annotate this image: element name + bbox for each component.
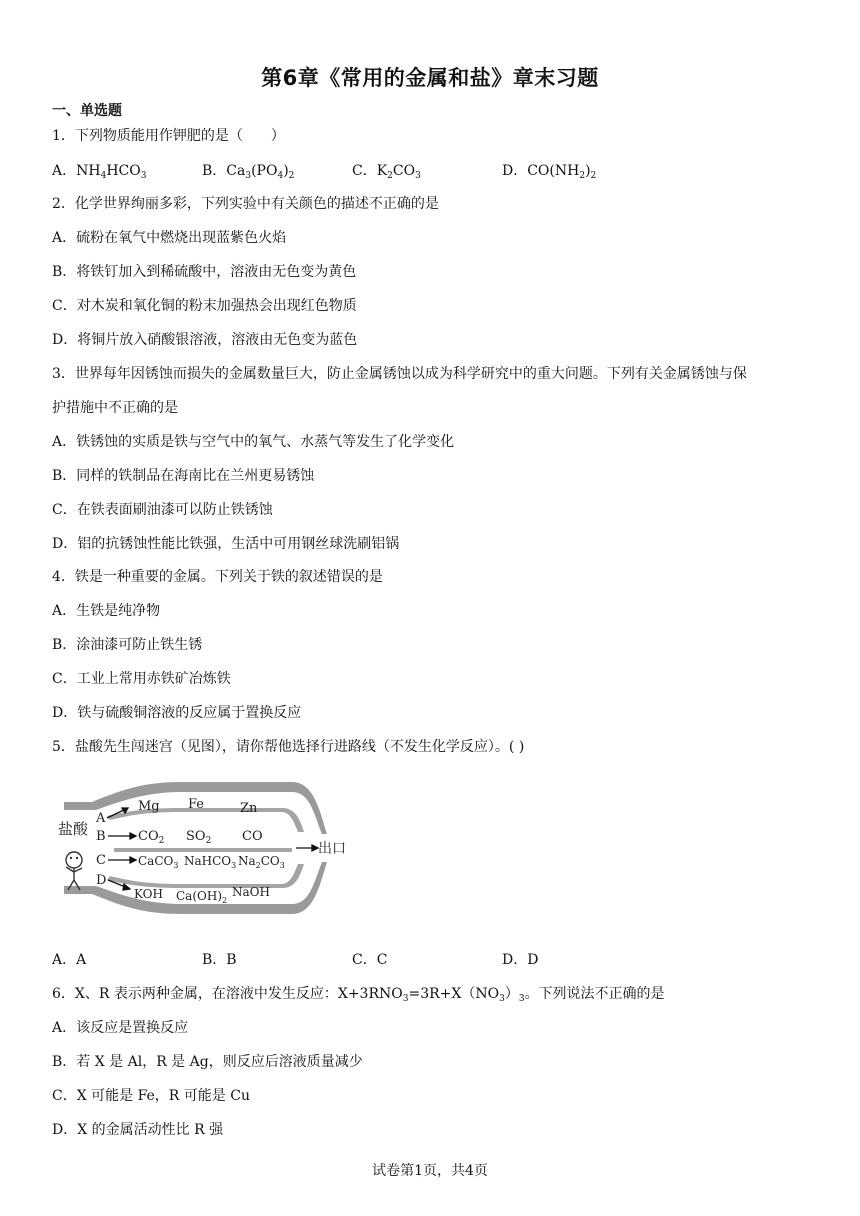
maze-c-item-2: NaHCO$_3$ <box>184 854 237 870</box>
q3-stem-line1: 3．世界每年因锈蚀而损失的金属数量巨大，防止金属锈蚀以成为科学研究中的重大问题。下列有关金属锈蚀与保 <box>52 366 747 382</box>
q5-stem: 5．盐酸先生闯迷宫（见图），请你帮他选择行进路线（不发生化学反应）。( ) <box>52 739 525 755</box>
q6-option-c: C．X 可能是 Fe，R 可能是 Cu <box>52 1088 250 1104</box>
q4-option-b: B．涂油漆可防止铁生锈 <box>52 637 203 653</box>
hydrochloric-acid-character-icon <box>66 852 82 890</box>
q1-option-a: A．$NH_4HCO_3$ <box>52 163 147 181</box>
q4-stem: 4．铁是一种重要的金属。下列关于铁的叙述错误的是 <box>52 569 383 585</box>
maze-b-item-3: CO <box>242 829 263 844</box>
q5-option-a: A．A <box>52 952 87 968</box>
q2-option-a: A．硫粉在氧气中燃烧出现蓝紫色火焰 <box>52 230 287 246</box>
q3-stem-line2: 护措施中不正确的是 <box>52 400 178 416</box>
q3-option-c: C．在铁表面刷油漆可以防止铁锈蚀 <box>52 502 273 518</box>
maze-c-item-3: $Na_2CO_3$ <box>238 854 285 870</box>
q4-option-d: D．铁与硫酸铜溶液的反应属于置换反应 <box>52 705 302 721</box>
q4-option-c: C．工业上常用赤铁矿冶炼铁 <box>52 671 231 687</box>
q5-option-b: B．B <box>202 952 237 968</box>
maze-row-d-letter: D <box>96 873 107 888</box>
maze-diagram <box>52 772 352 917</box>
q2-option-b: B．将铁钉加入到稀硫酸中，溶液由无色变为黄色 <box>52 264 357 280</box>
q1-option-b: B．$Ca_3(PO_4)_2$ <box>202 163 295 181</box>
maze-a-item-2: Fe <box>188 797 205 812</box>
page-footer: 试卷第1页，共4页 <box>372 1163 488 1179</box>
maze-d-item-3: NaOH <box>232 885 270 899</box>
q3-option-d: D．铝的抗锈蚀性能比铁强，生活中可用钢丝球洗刷铝锅 <box>52 536 400 552</box>
q6-option-b: B．若 X 是 Al，R 是 Ag，则反应后溶液质量减少 <box>52 1054 363 1070</box>
q6-option-d: D．X 的金属活动性比 R 强 <box>52 1122 224 1138</box>
section-heading: 一、单选题 <box>52 103 122 119</box>
q1-option-d: D．$CO(NH_2)_2$ <box>502 163 597 181</box>
maze-b-item-1: $CO_2$ <box>138 829 165 846</box>
q4-option-a: A．生铁是纯净物 <box>52 603 161 619</box>
maze-a-item-1: Mg <box>138 799 160 814</box>
maze-row-b-letter: B <box>96 829 106 844</box>
maze-exit-label: 出口 <box>318 841 346 857</box>
q1-option-c: C．$K_2CO_3$ <box>352 163 421 181</box>
q2-stem: 2．化学世界绚丽多彩，下列实验中有关颜色的描述不正确的是 <box>52 196 439 212</box>
maze-b-item-2: $SO_2$ <box>186 829 212 846</box>
q5-option-d: D．D <box>502 952 539 968</box>
q6-option-a: A．该反应是置换反应 <box>52 1020 189 1036</box>
q3-option-b: B．同样的铁制品在海南比在兰州更易锈蚀 <box>52 468 315 484</box>
maze-row-a-letter: A <box>96 811 106 826</box>
q2-option-d: D．将铜片放入硝酸银溶液，溶液由无色变为蓝色 <box>52 332 358 348</box>
maze-a-item-3: Zn <box>240 801 258 816</box>
maze-d-item-2: $Ca(OH)_2$ <box>176 889 228 905</box>
page-title: 第6章《常用的金属和盐》章末习题 <box>261 66 599 90</box>
maze-c-item-1: CaCO$_3$ <box>138 854 179 870</box>
q5-option-c: C．C <box>352 952 388 968</box>
q3-option-a: A．铁锈蚀的实质是铁与空气中的氧气、水蒸气等发生了化学变化 <box>52 434 455 450</box>
q2-option-c: C．对木炭和氧化铜的粉末加强热会出现红色物质 <box>52 298 357 314</box>
maze-d-item-1: KOH <box>134 887 163 901</box>
q1-stem: 1．下列物质能用作钾肥的是（ ） <box>52 128 285 144</box>
q6-stem: 6．X、R 表示两种金属，在溶液中发生反应：$X+3RNO_3=3R+X(NO_3)_3$。下列说法不正确的是 <box>52 986 665 1004</box>
maze-row-c-letter: C <box>96 853 106 868</box>
maze-entry-label: 盐酸 <box>58 820 89 838</box>
